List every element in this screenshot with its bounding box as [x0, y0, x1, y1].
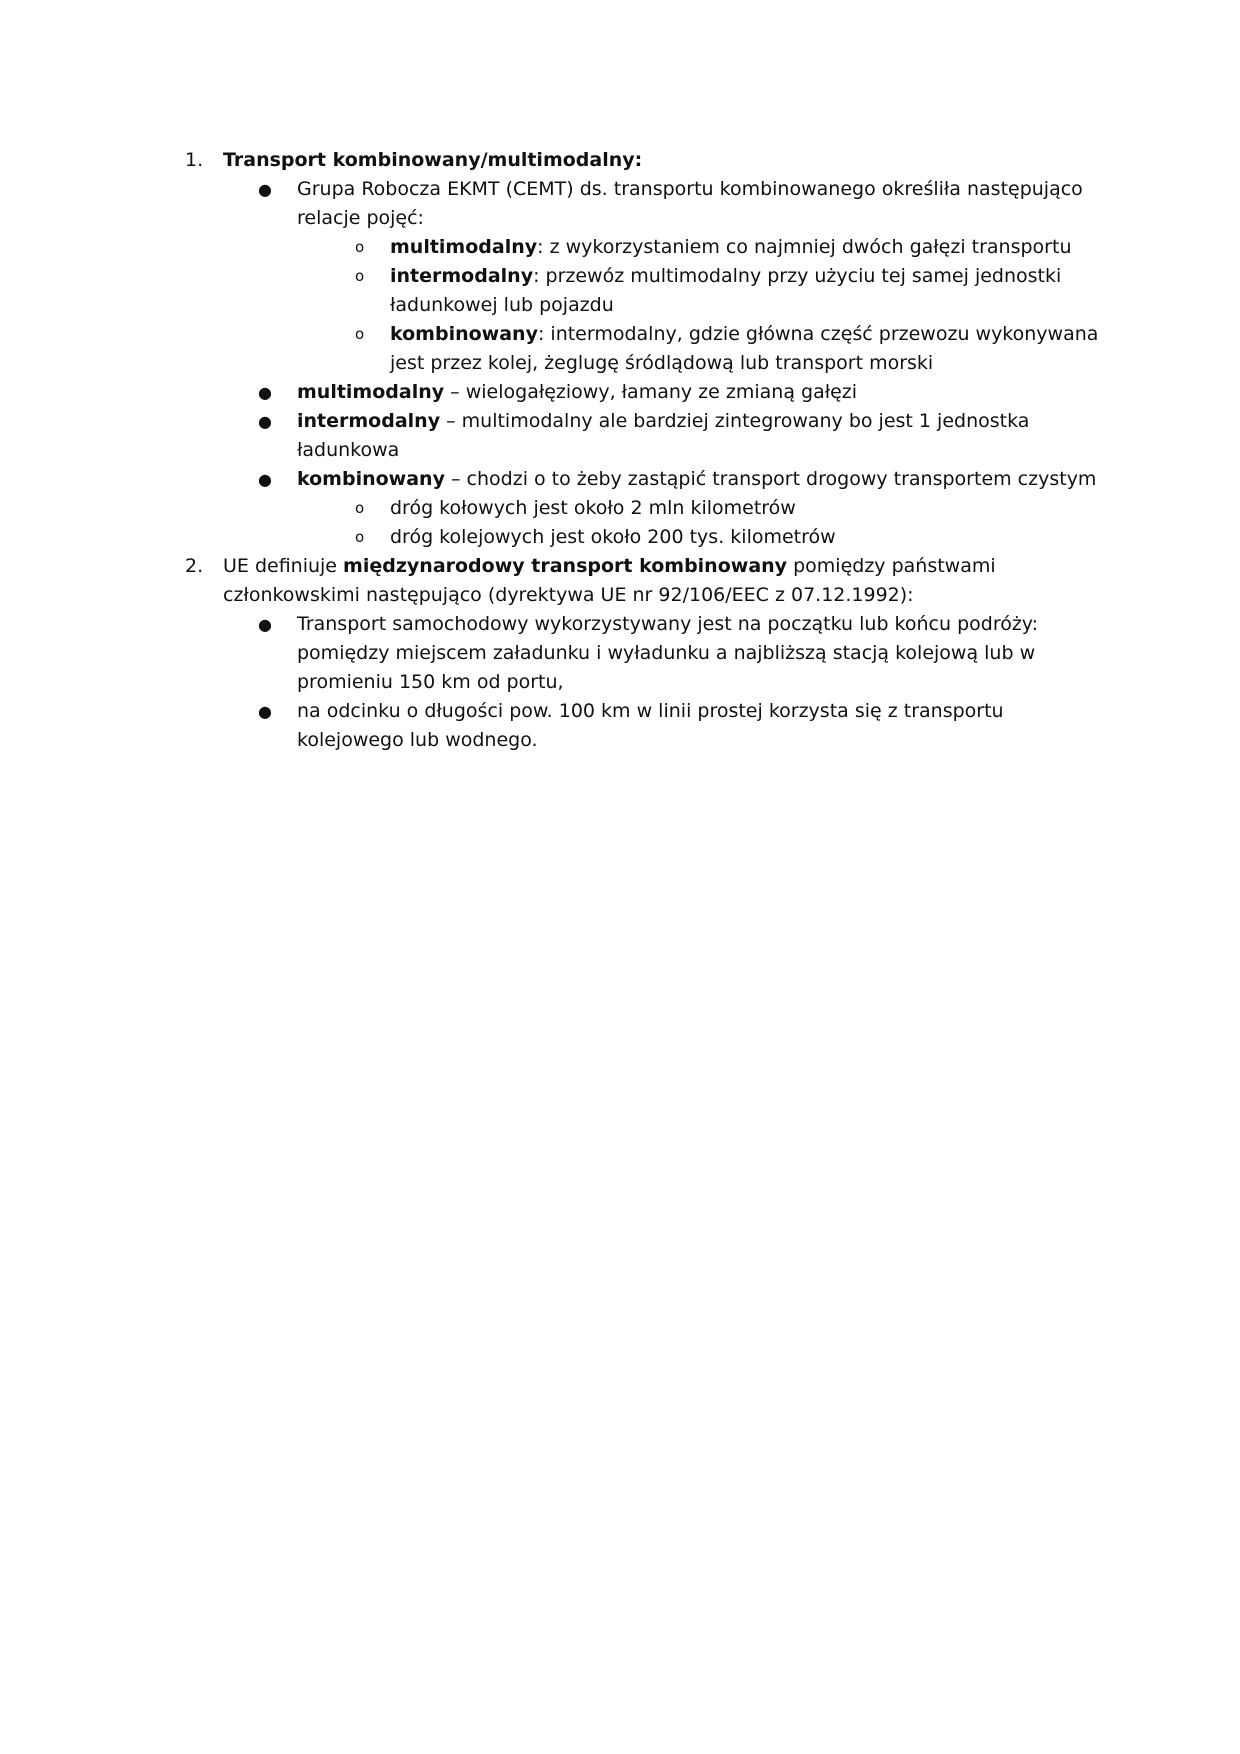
- bullet-text: Transport samochodowy wykorzystywany jest na początku lub końcu podróży:: [297, 613, 1039, 635]
- bullet-text: – chodzi o to żeby zastąpić transport drogowy transportem czystym: [444, 468, 1097, 490]
- circle-bullet-icon: o: [355, 267, 365, 285]
- bullet-text: – multimodalny ale bardziej zintegrowany bo jest 1 jednostka: [440, 410, 1030, 432]
- sub-item-text: : intermodalny, gdzie główna część przewozu wykonywana: [537, 323, 1099, 345]
- section-title: Transport kombinowany/multimodalny:: [223, 149, 643, 171]
- sub-item: [0, 494, 1240, 523]
- term: intermodalny: [390, 265, 534, 287]
- bullet-text-cont: ładunkowa: [297, 439, 400, 461]
- bullet-text: – wielogałęziowy, łamany ze zmianą gałęzi: [444, 381, 858, 403]
- term: intermodalny: [297, 410, 441, 432]
- sub-item-text-cont: ładunkowej lub pojazdu: [390, 294, 614, 316]
- bullet-item: [0, 610, 1240, 639]
- sub-item: [0, 523, 1240, 552]
- intro-text-cont: członkowskimi następująco (dyrektywa UE nr 92/106/EEC z 07.12.1992):: [223, 584, 914, 606]
- document-body: [0, 146, 1240, 755]
- sub-item: [0, 233, 1240, 262]
- bullet-text: Grupa Robocza EKMT (CEMT) ds. transportu kombinowanego określiła następująco: [297, 178, 1083, 200]
- circle-bullet-icon: o: [355, 238, 365, 256]
- bullet-icon: ●: [258, 412, 272, 431]
- bullet-text-cont: relacje pojęć:: [297, 207, 424, 229]
- term: kombinowany: [390, 323, 538, 345]
- bullet-item: [0, 378, 1240, 407]
- bullet-text-cont: promieniu 150 km od portu,: [297, 671, 564, 693]
- intro-text-after: pomiędzy państwami: [787, 555, 996, 577]
- bullet-icon: ●: [258, 180, 272, 199]
- term: multimodalny: [297, 381, 445, 403]
- bullet-text-cont: kolejowego lub wodnego.: [297, 729, 538, 751]
- sub-item-text: dróg kolejowych jest około 200 tys. kilometrów: [390, 526, 836, 548]
- circle-bullet-icon: o: [355, 325, 365, 343]
- bullet-icon: ●: [258, 702, 272, 721]
- sub-item: [0, 320, 1240, 349]
- sub-item-text: : przewóz multimodalny przy użyciu tej samej jednostki: [533, 265, 1062, 287]
- sub-item-text: : z wykorzystaniem co najmniej dwóch gałęzi transportu: [537, 236, 1072, 258]
- term: multimodalny: [390, 236, 538, 258]
- sub-item: [0, 262, 1240, 291]
- bullet-item: [0, 697, 1240, 726]
- sub-item-text: dróg kołowych jest około 2 mln kilometrów: [390, 497, 796, 519]
- bullet-icon: ●: [258, 470, 272, 489]
- intro-text: UE definiuje: [223, 555, 344, 577]
- bullet-text-cont: pomiędzy miejscem załadunku i wyładunku a najbliższą stacją kolejową lub w: [297, 642, 1036, 664]
- sub-item-text-cont: jest przez kolej, żeglugę śródlądową lub transport morski: [390, 352, 934, 374]
- bullet-item: [0, 465, 1240, 494]
- term: kombinowany: [297, 468, 445, 490]
- circle-bullet-icon: o: [355, 499, 365, 517]
- bullet-icon: ●: [258, 615, 272, 634]
- list-item-2-heading: [0, 552, 1240, 581]
- circle-bullet-icon: o: [355, 528, 365, 546]
- intro-bold: międzynarodowy transport kombinowany: [343, 555, 788, 577]
- bullet-item: [0, 175, 1240, 204]
- list-number: 1.: [185, 149, 204, 171]
- bullet-text: na odcinku o długości pow. 100 km w linii prostej korzysta się z transportu: [297, 700, 1004, 722]
- bullet-icon: ●: [258, 383, 272, 402]
- list-number: 2.: [185, 555, 204, 577]
- list-item-1-heading: [0, 146, 1240, 175]
- bullet-item: [0, 407, 1240, 436]
